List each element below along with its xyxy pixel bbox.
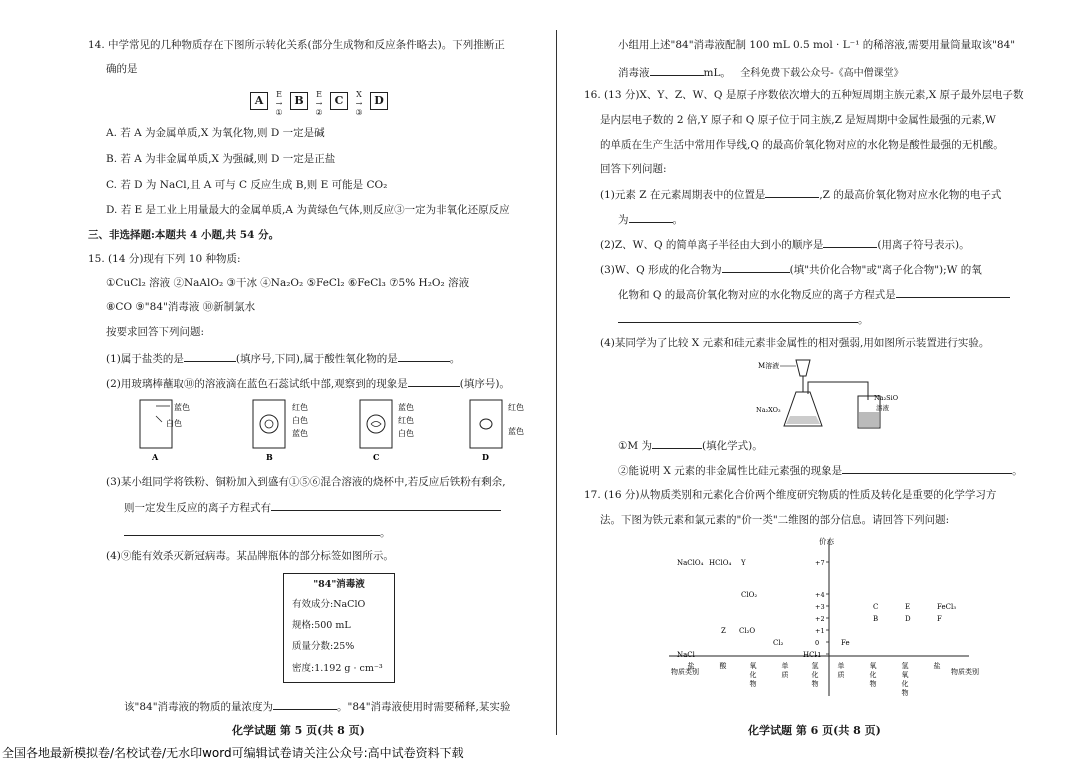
x-category-right: 盐 — [933, 662, 941, 670]
q15-part2-a: (2)用玻璃棒蘸取⑩的溶液滴在蓝色石蕊试纸中部,观察到的现象是 — [106, 378, 408, 390]
chart-point-label: D — [905, 615, 911, 623]
y-tick-label: 0 — [815, 639, 820, 647]
flow-arrow-3 — [348, 90, 370, 117]
solution-label: 溶液 — [876, 404, 889, 412]
paper-a-label: A — [152, 452, 159, 462]
chart-point-label: Y — [741, 559, 746, 567]
flow-arrow-1-bottom: ① — [275, 108, 283, 117]
q15-part4b — [124, 698, 510, 714]
q15-part2 — [106, 375, 510, 391]
q15-part3-line2 — [124, 499, 501, 515]
x-category-right: 化 — [869, 671, 877, 679]
x-category-left: 物 — [749, 680, 757, 688]
bleach-label-line4: 密度:1.192 g · cm⁻³ — [292, 663, 383, 674]
chart-y-ticks — [815, 559, 829, 659]
flow-arrow-1-line: → — [275, 99, 283, 108]
q16-line3: 的单质在生产生活中常用作导线,Q 的最高价氧化物对应的水化物是酸性最强的无机酸。 — [600, 139, 1004, 151]
q16-part4-1-a: ①M 为 — [618, 440, 653, 452]
chart-point-label: Cl₂ — [773, 639, 784, 647]
q15-part4: (4)⑨能有效杀灭新冠病毒。某品牌瓶体的部分标签如图所示。 — [106, 550, 394, 562]
x-category-right: 质 — [837, 671, 845, 679]
delivery-tube — [808, 382, 868, 400]
paper-c-color-2: 红色 — [398, 416, 414, 425]
q15-title: 15. (14 分)现有下列 10 种物质: — [88, 253, 241, 265]
y-axis-label: 价态 — [819, 537, 834, 546]
test-tube-liquid — [859, 412, 879, 427]
q17-line1: 17. (16 分)从物质类别和元素化合价两个维度研究物质的性质及转化是重要的化学学习方 — [584, 489, 997, 501]
chart-point-label: F — [937, 615, 942, 623]
flow-arrow-2-line: → — [315, 99, 323, 108]
x-category-right: 单 — [837, 662, 845, 670]
paper-c-color-1: 蓝色 — [398, 403, 414, 412]
bottom-note: 全国各地最新模拟卷/名校试卷/无水印word可编辑试卷请关注公众号:高中试卷资料下载 — [2, 746, 464, 760]
r-line2-a: 消毒液 — [618, 67, 650, 79]
y-tick-label: +3 — [815, 603, 825, 611]
q16-part2 — [600, 236, 970, 252]
flask-liquid — [786, 416, 820, 424]
flow-arrow-3-top: X — [356, 90, 362, 99]
answer-blank — [896, 286, 1010, 298]
x-category-left: 化 — [749, 671, 757, 679]
flow-arrow-2-bottom: ② — [315, 108, 323, 117]
q15-part1-b: (填序号,下同),属于酸性氧化物的是 — [235, 353, 398, 365]
q16-part3-a: (3)W、Q 形成的化合物为 — [600, 264, 722, 276]
paper-b-label: B — [266, 452, 273, 462]
flow-node-d: D — [370, 92, 388, 110]
flow-node-b: B — [290, 92, 308, 110]
chart-point-label: NaCl — [677, 651, 695, 659]
x-category-left: 酸 — [719, 662, 727, 670]
bleach-label-title: "84"消毒液 — [313, 579, 365, 590]
paper-c-color-3: 白色 — [398, 429, 414, 438]
flow-node-c: C — [330, 92, 348, 110]
paper-a-color-1: 蓝色 — [174, 403, 190, 412]
chart-point-label: C — [873, 603, 879, 611]
q15-part2-b: (填序号)。 — [459, 378, 510, 390]
answer-blank — [408, 375, 460, 387]
paper-d-color-1: 红色 — [508, 403, 524, 412]
q16-part4-1 — [618, 437, 763, 453]
chart-point-label: Fe — [841, 639, 850, 647]
na2sio-label: Na₂SiO — [874, 394, 899, 402]
watermark-note: 全科免费下载公众号-《高中僧课堂》 — [740, 68, 904, 79]
flow-node-a: A — [250, 92, 268, 110]
x-category-left: 物 — [811, 680, 819, 688]
chart-point-label: E — [905, 603, 911, 611]
q16-line4: 回答下列问题: — [600, 163, 667, 175]
flow-arrow-2-top: E — [316, 90, 322, 99]
x-category-right: 氧 — [901, 671, 909, 679]
r-line2-b: mL。 — [703, 67, 731, 79]
q16-part4-2: ②能说明 X 元素的非金属性比硅元素强的现象是 。 — [618, 462, 1023, 478]
x-category-left: 氧 — [749, 662, 757, 670]
chart-point-label: ClO₂ — [741, 591, 758, 599]
chart-point-label: Z — [721, 627, 726, 635]
q16-part3-d: 。 — [618, 311, 869, 327]
q14-option-d: D. 若 E 是工业上用量最大的金属单质,A 为黄绿色气体,则反应③一定为非氧化还原反应 — [106, 204, 510, 216]
answer-blank — [184, 350, 236, 362]
answer-blank — [271, 499, 501, 511]
paper-a — [140, 400, 190, 462]
q14-line2: 确的是 — [106, 63, 138, 75]
answer-blank — [823, 236, 877, 248]
q16-part1-c-text: 为 — [618, 214, 629, 226]
q16-part4-2-a: ②能说明 X 元素的非金属性比硅元素强的现象是 — [618, 465, 843, 477]
q16-part2-b: (用离子符号表示)。 — [877, 239, 970, 251]
x-category-right: 物 — [869, 680, 877, 688]
x-category-right: 化 — [901, 680, 909, 688]
q16-part2-a: (2)Z、W、Q 的简单离子半径由大到小的顺序是 — [600, 239, 824, 251]
chart-point-label: HCl — [803, 651, 817, 659]
y-tick-label: +2 — [815, 615, 825, 623]
paper-d-label: D — [482, 452, 489, 462]
y-tick-label: -1 — [815, 651, 822, 659]
y-tick-label: +4 — [815, 591, 825, 599]
right-page-footer: 化学试题 第 6 页(共 8 页) — [748, 724, 881, 737]
x-category-left: 盐 — [687, 662, 695, 670]
q15-substances-1: ①CuCl₂ 溶液 ②NaAlO₂ ③干冰 ④Na₂O₂ ⑤FeCl₂ ⑥FeCl₃ ⑦5% H₂O₂ 溶液 — [106, 277, 470, 289]
apparatus-figure — [756, 356, 916, 432]
bleach-label-line1: 有效成分:NaClO — [292, 599, 366, 610]
q16-line2: 是内层电子数的 2 倍,Y 原子和 Q 原子位于同主族,Z 是短周期中金属性最强的元素,W — [600, 114, 996, 126]
x-axis-label-left: 物质类别 — [671, 668, 699, 676]
q15-part1: (1)属于盐类的是 (填序号,下同),属于酸性氧化物的是 。 — [106, 350, 460, 366]
q17-line2: 法。下图为铁元素和氯元素的"价一类"二维图的部分信息。请回答下列问题: — [600, 514, 950, 526]
paper-d — [470, 400, 524, 462]
q16-part3 — [600, 261, 982, 277]
x-axis-label-right: 物质类别 — [951, 668, 979, 676]
x-category-right: 氧 — [869, 662, 877, 670]
paper-b-color-1: 红色 — [292, 403, 308, 412]
q16-line1: 16. (13 分)X、Y、Z、W、Q 是原子序数依次增大的五种短周期主族元素,X 原子最外层电子数 — [584, 89, 1024, 101]
q16-part1 — [600, 186, 1001, 202]
q16-part1-c: 为 。 — [618, 211, 683, 227]
y-tick-label: +1 — [815, 627, 825, 635]
na2xo3-label: Na₂XO₃ — [756, 406, 781, 414]
y-tick-label: +7 — [815, 559, 825, 567]
x-category-right: 物 — [901, 689, 909, 697]
answer-blank — [842, 462, 1012, 474]
page-divider — [556, 30, 557, 735]
r-line2 — [618, 64, 904, 81]
q15-part3-line3: 。 — [124, 524, 391, 540]
flow-arrow-1-top: E — [276, 90, 282, 99]
q14-option-a: A. 若 A 为金属单质,X 为氧化物,则 D 一定是碱 — [106, 127, 325, 139]
litmus-papers-figure — [130, 398, 550, 466]
x-category-right: 氢 — [901, 662, 909, 670]
x-category-left: 氢 — [811, 662, 819, 670]
answer-blank — [398, 350, 450, 362]
q15-substances-2: ⑧CO ⑨"84"消毒液 ⑩新制氯水 — [106, 301, 256, 313]
bleach-label-line3: 质量分数:25% — [292, 641, 355, 652]
bleach-label-line2: 规格:500 mL — [292, 620, 351, 631]
flow-arrow-3-line: → — [355, 99, 363, 108]
answer-blank — [650, 64, 704, 76]
q16-part1-b: ,Z 的最高价氧化物对应水化物的电子式 — [819, 189, 1002, 201]
q15-part1-a: (1)属于盐类的是 — [106, 353, 184, 365]
chart-point-label: HClO₄ — [709, 559, 732, 567]
section-heading: 三、非选择题:本题共 4 小题,共 54 分。 — [88, 229, 280, 241]
q15-instruction: 按要求回答下列问题: — [106, 326, 205, 338]
chart-point-label: Cl₂O — [739, 627, 756, 635]
q16-part3-b: (填"共价化合物"或"离子化合物");W 的氧 — [789, 264, 982, 276]
answer-blank — [618, 311, 858, 323]
q14-line1: 14. 中学常见的几种物质存在下图所示转化关系(部分生成物和反应条件略去)。下列推断正 — [88, 39, 505, 51]
valence-class-chart — [669, 536, 979, 712]
q14-option-c: C. 若 D 为 NaCl,且 A 可与 C 反应生成 B,则 E 可能是 CO₂ — [106, 179, 388, 191]
q16-part4-1-b: (填化学式)。 — [702, 440, 763, 452]
paper-b — [253, 400, 308, 462]
q15-part4b-b: 。"84"消毒液使用时需要稀释,某实验 — [337, 701, 511, 713]
answer-blank — [124, 524, 380, 536]
paper-b-color-3: 蓝色 — [292, 429, 308, 438]
left-page-footer: 化学试题 第 5 页(共 8 页) — [232, 724, 365, 737]
x-category-left: 质 — [781, 671, 789, 679]
q16-part3-c — [618, 286, 1010, 302]
r-line1: 小组用上述"84"消毒液配制 100 mL 0.5 mol · L⁻¹ 的稀溶液,需要用量筒量取该"84" — [618, 39, 1016, 51]
answer-blank — [629, 211, 673, 223]
q16-part4: (4)某同学为了比较 X 元素和硅元素非金属性的相对强弱,用如图所示装置进行实验。 — [600, 337, 990, 349]
paper-a-color-2: 白色 — [166, 419, 182, 428]
chart-point-label: B — [873, 615, 879, 623]
answer-blank — [722, 261, 790, 273]
q15-part4b-a: 该"84"消毒液的物质的量浓度为 — [124, 701, 274, 713]
chart-x-categories — [688, 661, 941, 697]
bleach-label — [283, 573, 395, 683]
paper-c — [360, 400, 414, 462]
flow-arrow-3-bottom: ③ — [355, 108, 363, 117]
paper-c-label: C — [373, 452, 380, 462]
chart-point-label: NaClO₄ — [677, 559, 704, 567]
q14-option-b: B. 若 A 为非金属单质,X 为强碱,则 D 一定是正盐 — [106, 153, 336, 165]
left-page — [0, 0, 556, 742]
paper-b-color-2: 白色 — [292, 416, 308, 425]
flow-arrow-1 — [268, 90, 290, 117]
x-category-left: 单 — [781, 662, 789, 670]
q15-part3-text: 则一定发生反应的离子方程式有 — [124, 502, 271, 514]
m-solution-label: M溶液 — [758, 362, 780, 370]
paper-d-color-2: 蓝色 — [508, 427, 524, 436]
answer-blank — [273, 698, 337, 710]
q16-part3-c-text: 化物和 Q 的最高价氧化物对应的水化物反应的离子方程式是 — [618, 289, 896, 301]
x-category-left: 化 — [811, 671, 819, 679]
q15-part3-line1: (3)某小组同学将铁粉、铜粉加入到盛有①⑤⑥混合溶液的烧杯中,若反应后铁粉有剩余, — [106, 476, 506, 488]
flow-arrow-2 — [308, 90, 330, 117]
answer-blank — [765, 186, 819, 198]
chart-point-label: FeCl₃ — [937, 603, 957, 611]
q16-part1-a: (1)元素 Z 在元素周期表中的位置是 — [600, 189, 766, 201]
answer-blank — [652, 437, 702, 449]
